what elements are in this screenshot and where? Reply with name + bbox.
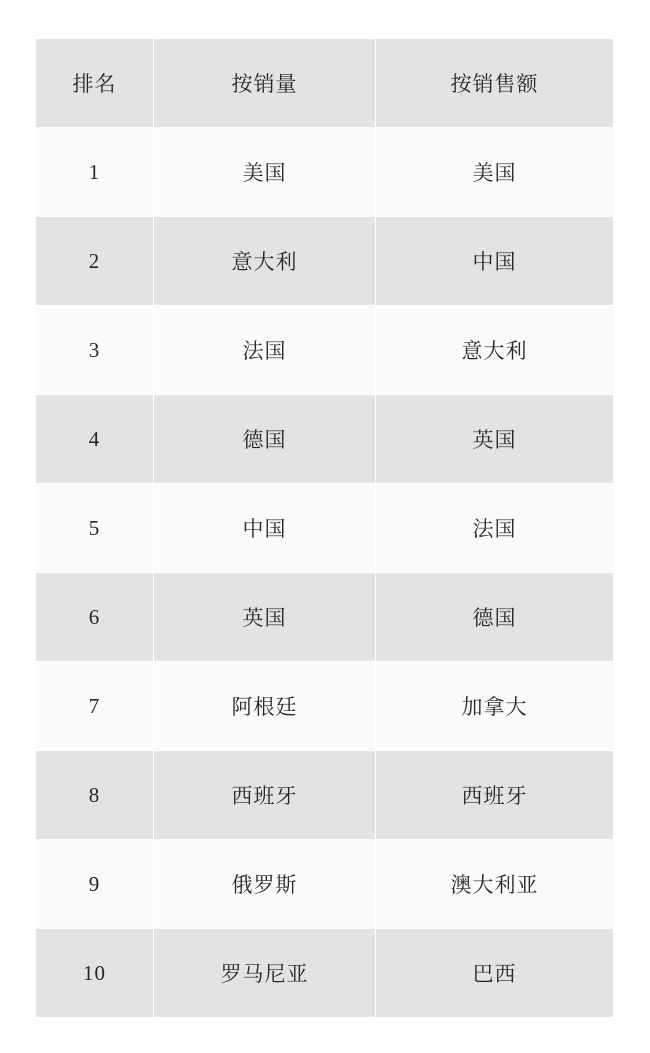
cell-by-volume: 中国: [154, 484, 376, 573]
cell-rank: 8: [36, 751, 154, 840]
ranking-table-container: [35, 38, 613, 1018]
cell-rank: 1: [36, 128, 154, 217]
table-row: [36, 840, 614, 929]
cell-rank: 10: [36, 929, 154, 1018]
cell-by-volume: 阿根廷: [154, 662, 376, 751]
cell-by-value: 加拿大: [376, 662, 614, 751]
table-row: [36, 662, 614, 751]
table-body: [36, 128, 614, 1018]
cell-rank: 9: [36, 840, 154, 929]
cell-rank: 3: [36, 306, 154, 395]
table-row: [36, 217, 614, 306]
cell-by-volume: 德国: [154, 395, 376, 484]
cell-by-value: 澳大利亚: [376, 840, 614, 929]
table-row: [36, 929, 614, 1018]
table-row: [36, 306, 614, 395]
cell-rank: 4: [36, 395, 154, 484]
cell-rank: 6: [36, 573, 154, 662]
cell-by-value: 德国: [376, 573, 614, 662]
cell-by-value: 意大利: [376, 306, 614, 395]
cell-by-volume: 英国: [154, 573, 376, 662]
column-header-rank: 排名: [36, 39, 154, 128]
column-header-by-value: 按销售额: [376, 39, 614, 128]
cell-by-volume: 法国: [154, 306, 376, 395]
cell-by-value: 西班牙: [376, 751, 614, 840]
cell-rank: 5: [36, 484, 154, 573]
table-row: [36, 128, 614, 217]
cell-rank: 2: [36, 217, 154, 306]
table-row: [36, 395, 614, 484]
cell-by-volume: 意大利: [154, 217, 376, 306]
cell-by-volume: 罗马尼亚: [154, 929, 376, 1018]
table-row: [36, 573, 614, 662]
cell-by-volume: 俄罗斯: [154, 840, 376, 929]
table-header-row: [36, 39, 614, 128]
cell-rank: 7: [36, 662, 154, 751]
cell-by-value: 中国: [376, 217, 614, 306]
table-header: [36, 39, 614, 128]
cell-by-value: 美国: [376, 128, 614, 217]
cell-by-value: 英国: [376, 395, 614, 484]
table-row: [36, 484, 614, 573]
cell-by-volume: 西班牙: [154, 751, 376, 840]
cell-by-value: 法国: [376, 484, 614, 573]
ranking-table: [35, 38, 614, 1018]
column-header-by-volume: 按销量: [154, 39, 376, 128]
cell-by-volume: 美国: [154, 128, 376, 217]
table-row: [36, 751, 614, 840]
cell-by-value: 巴西: [376, 929, 614, 1018]
